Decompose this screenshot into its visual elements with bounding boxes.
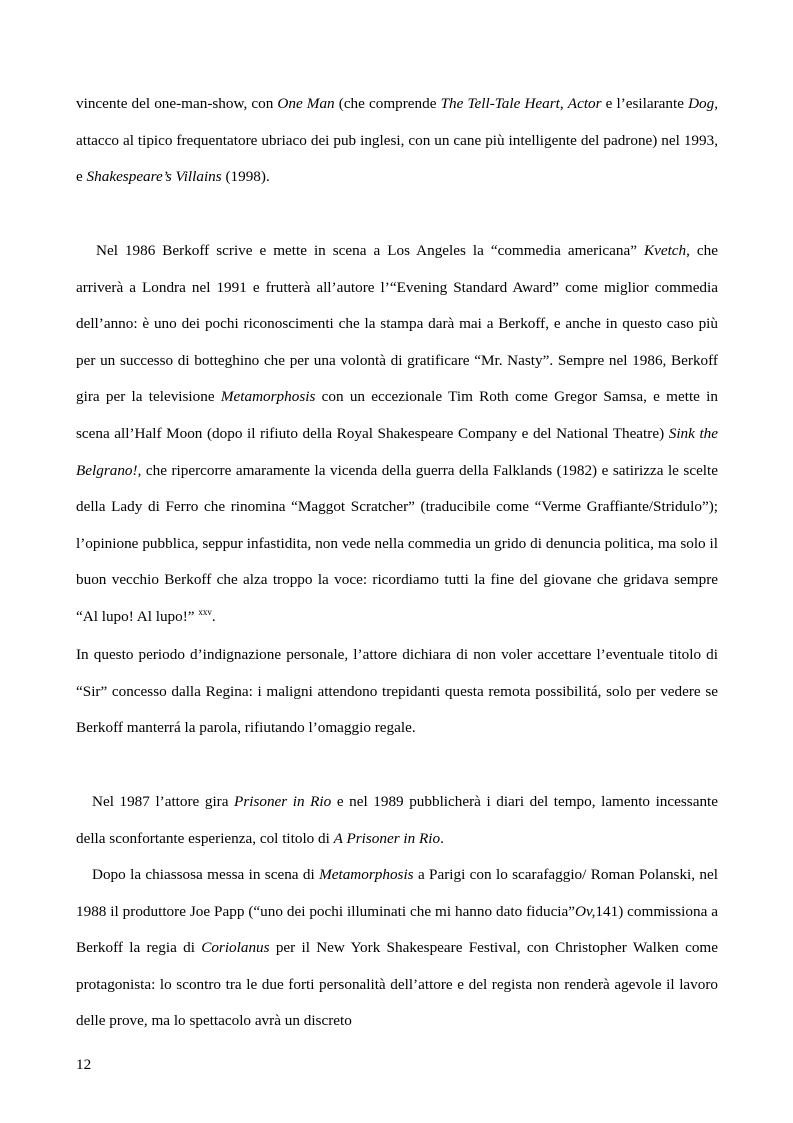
- text-run: (che comprende: [334, 95, 441, 112]
- paragraph: [76, 86, 718, 196]
- text-run: a Parigi con lo scarafaggio/ Roman Polanski, nel 1988 il produttore Joe Papp (“uno dei pochi illuminati che mi hanno dato fiducia”: [76, 866, 718, 920]
- italic-title: Prisoner in Rio: [234, 793, 332, 810]
- paragraph: [76, 857, 718, 1040]
- italic-title: Kvetch: [643, 242, 687, 259]
- italic-title: Shakespeare’s Villains: [86, 168, 222, 186]
- text-run: , che ripercorre amaramente la vicenda della guerra della Falklands (1982) e satirizza le scelte della Lady di Ferro che rinomina “Maggot Scratcher” (traducibile come “Verme Graffiante/Stridulo”); l’opinione pubblica, seppur infastidita, non vede nella commedia un grido di denuncia politica, ma solo il buon vecchio Berkoff che alza troppo la voce: ricordiamo tutti la fine del giovane che gridava sempre “Al lupo! Al lupo!”: [76, 461, 718, 625]
- text-run: 141) commissiona a Berkoff la regia di: [76, 902, 718, 957]
- paragraph: [76, 233, 718, 636]
- italic-title: Sink the Belgrano!: [76, 424, 719, 479]
- italic-title: A Prisoner in Rio: [333, 829, 441, 847]
- text-run: , che arriverà a Londra nel 1991 e frutterà all’autore l’“Evening Standard Award” come miglior commedia dell’anno: è uno dei pochi riconoscimenti che la stampa darà mai a Berkoff, e anche in questo caso più per un successo di botteghino che per una volontà di gratificare “Mr. Nasty”. Sempre nel 1986, Berkoff gira per la televisione: [76, 242, 719, 406]
- text-run: , attacco al tipico frequentatore ubriaco dei pub inglesi, con un cane più intelligente del padrone) nel 1993, e: [76, 95, 719, 186]
- italic-title: One Man: [277, 95, 335, 112]
- italic-title: Metamorphosis: [220, 388, 316, 406]
- page-number: 12: [76, 1056, 92, 1073]
- text-run: con un eccezionale Tim Roth come Gregor Samsa, e mette in scena all’Half Moon (dopo il rifiuto della Royal Shakespeare Company e del National Theatre): [76, 388, 718, 442]
- italic-title: Actor: [567, 95, 602, 112]
- text-run: (1998).: [221, 168, 270, 186]
- italic-title: The Tell-Tale Heart: [440, 95, 560, 112]
- italic-title: Ov,: [575, 902, 596, 920]
- text-run: Nel 1986 Berkoff scrive e mette in scena a Los Angeles la “commedia americana”: [96, 242, 644, 259]
- italic-title: Coriolanus: [201, 939, 270, 957]
- paragraph: [76, 637, 718, 747]
- text-run: e l’esilarante: [601, 95, 689, 112]
- text-run: In questo periodo d’indignazione personale, l’attore dichiara di non voler accettare l’eventuale titolo di “Sir” concesso dalla Regina: i maligni attendono trepidanti questa remota possibilitá, solo per vedere se Berkoff manterrá la parola, rifiutando l’omaggio regale.: [76, 646, 718, 737]
- text-run: e nel 1989 pubblicherà i diari del tempo, lamento incessante della sconfortante esperienza, col titolo di: [76, 793, 718, 847]
- text-run: .: [211, 607, 216, 625]
- italic-title: Dog: [688, 95, 715, 112]
- footnote-ref: xxv: [198, 606, 212, 617]
- text-run: Dopo la chiassosa messa in scena di: [92, 866, 320, 883]
- italic-title: Metamorphosis: [319, 866, 414, 883]
- text-run: vincente del one-man-show, con: [76, 95, 278, 112]
- text-run: Nel 1987 l’attore gira: [92, 793, 235, 810]
- paragraph: [76, 784, 718, 857]
- text-run: ,: [559, 95, 568, 112]
- text-run: .: [440, 829, 444, 847]
- text-run: per il New York Shakespeare Festival, con Christopher Walken come protagonista: lo scontro tra le due forti personalità dell’attore e del regista non renderà agevole il lavoro delle prove, ma lo spettacolo avrà un discreto: [76, 939, 718, 1030]
